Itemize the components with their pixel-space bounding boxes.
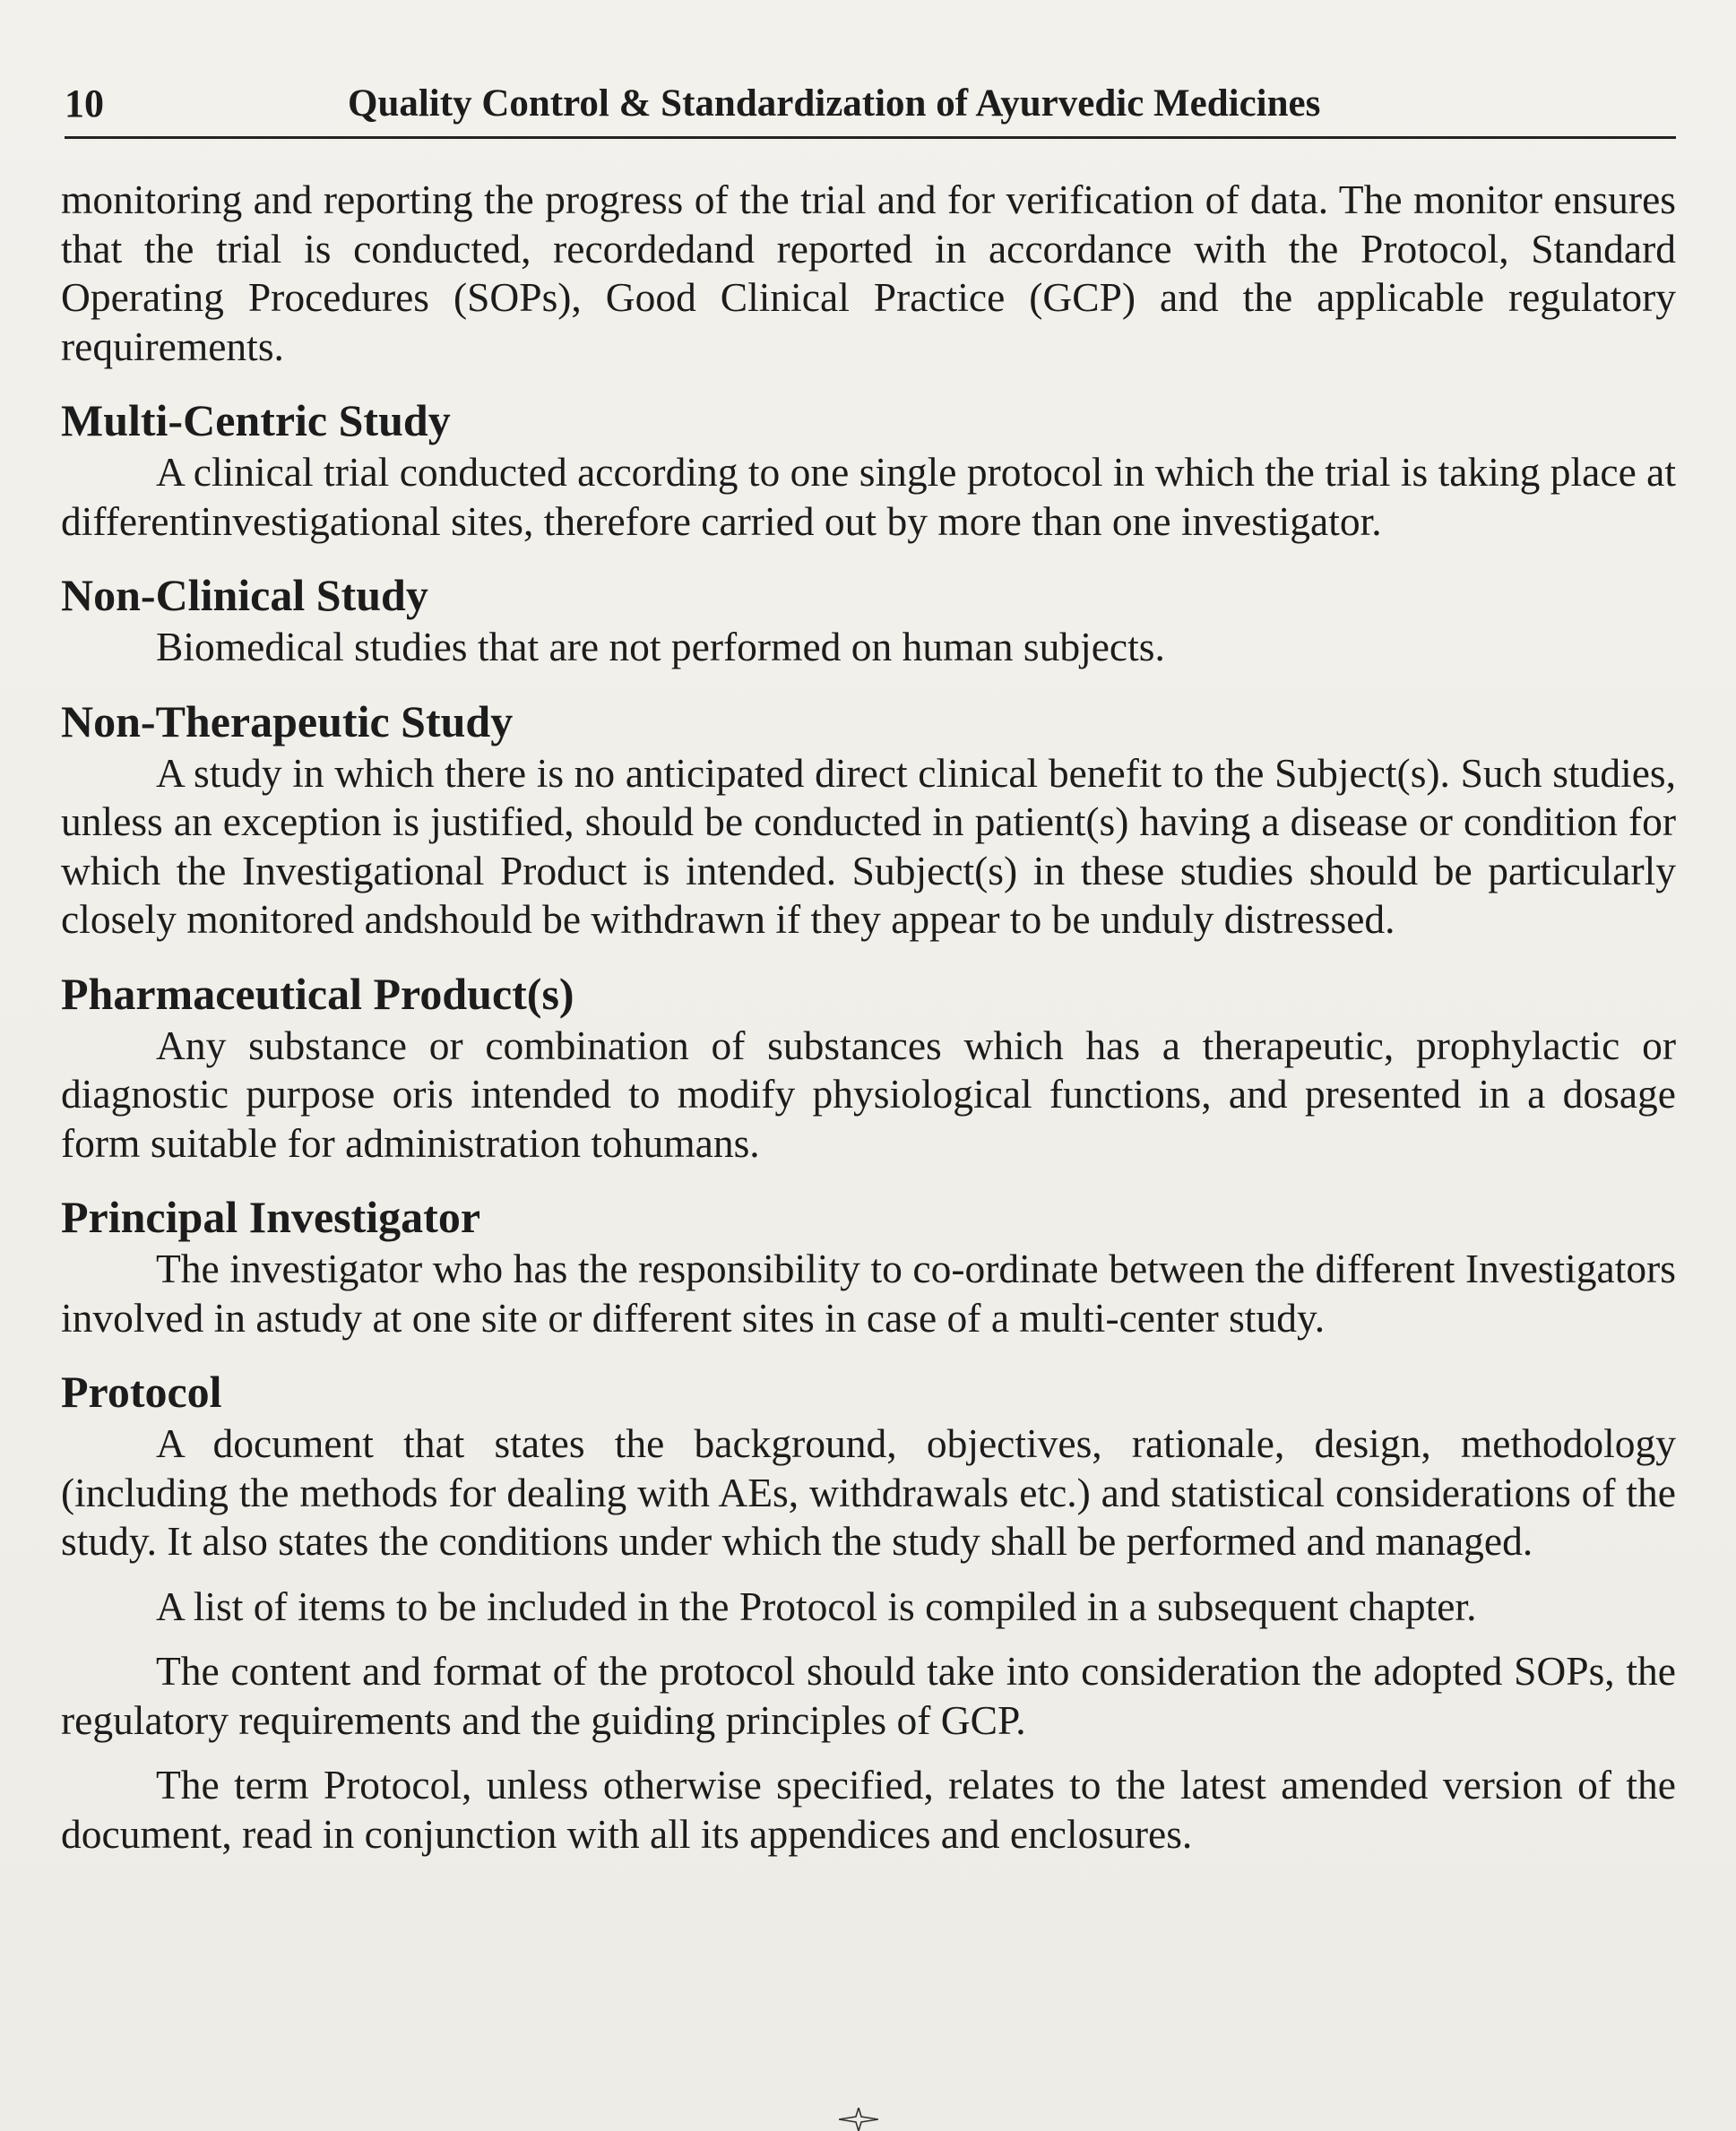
section-non-clinical-study — [61, 567, 1676, 672]
section-heading: Pharmaceutical Product(s) — [61, 968, 574, 1019]
definition-paragraph: Biomedical studies that are not performed on human subjects. — [156, 624, 1165, 669]
definition-paragraph: The content and format of the protocol should take into consideration the adopted SOPs, the regulatory requirements and the guiding principles of GCP. — [61, 1648, 1676, 1743]
definition-paragraph: A list of items to be included in the Protocol is compiled in a subsequent chapter. — [156, 1583, 1477, 1629]
definition-paragraph: A clinical trial conducted according to one single protocol in which the trial is taking place at differentinvestigational sites, therefore carried out by more than one investigator. — [61, 449, 1676, 544]
definition-paragraph: A study in which there is no anticipated direct clinical benefit to the Subject(s). Such studies, unless an exception is justified, should be conducted in patient(s) having a disease or condition for which the Investigational Product is intended. Subject(s) in these studies should be particularly closely monitored andshould be withdrawn if they appear to be unduly distressed. — [61, 749, 1676, 942]
section-heading: Non-Clinical Study — [61, 570, 428, 620]
page-number: 10 — [65, 82, 104, 125]
running-title: Quality Control & Standardization of Ayurvedic Medicines — [348, 82, 1321, 125]
definition-paragraph: The investigator who has the responsibility to co-ordinate between the different Investigators involved in astudy at one site or different sites in case of a multi-center study. — [61, 1246, 1676, 1341]
definition-paragraph: A document that states the background, objectives, rationale, design, methodology (including the methods for dealing with AEs, withdrawals etc.) and statistical considerations of the study. It also states the conditions under which the study shall be performed and managed. — [61, 1420, 1676, 1564]
section-principal-investigator — [61, 1189, 1676, 1342]
intro-paragraph: monitoring and reporting the progress of the trial and for verification of data. The monitor ensures that the trial is conducted, recordedand reported in accordance with the Protocol, Standard Operating Procedures (SOPs), Good Clinical Practice (GCP) and the applicable regulatory requirements. — [61, 177, 1676, 369]
section-non-therapeutic-study — [61, 694, 1676, 945]
section-heading: Protocol — [61, 1367, 222, 1417]
running-header — [65, 79, 1676, 139]
section-multi-centric-study — [61, 393, 1676, 546]
definition-paragraph: The term Protocol, unless otherwise specified, relates to the latest amended version of the document, read in conjunction with all its appendices and enclosures. — [61, 1762, 1676, 1857]
section-pharmaceutical-products — [61, 966, 1676, 1169]
definition-paragraph: Any substance or combination of substances which has a therapeutic, prophylactic or diagnostic purpose oris intended to modify physiological functions, and presented in a dosage form suitable for administration tohumans. — [61, 1022, 1676, 1166]
footer-ornament-icon — [839, 2108, 878, 2131]
section-heading: Multi-Centric Study — [61, 395, 451, 445]
section-protocol — [61, 1364, 1676, 1859]
section-heading: Principal Investigator — [61, 1192, 481, 1242]
page-body — [61, 176, 1676, 1859]
section-heading: Non-Therapeutic Study — [61, 695, 514, 746]
